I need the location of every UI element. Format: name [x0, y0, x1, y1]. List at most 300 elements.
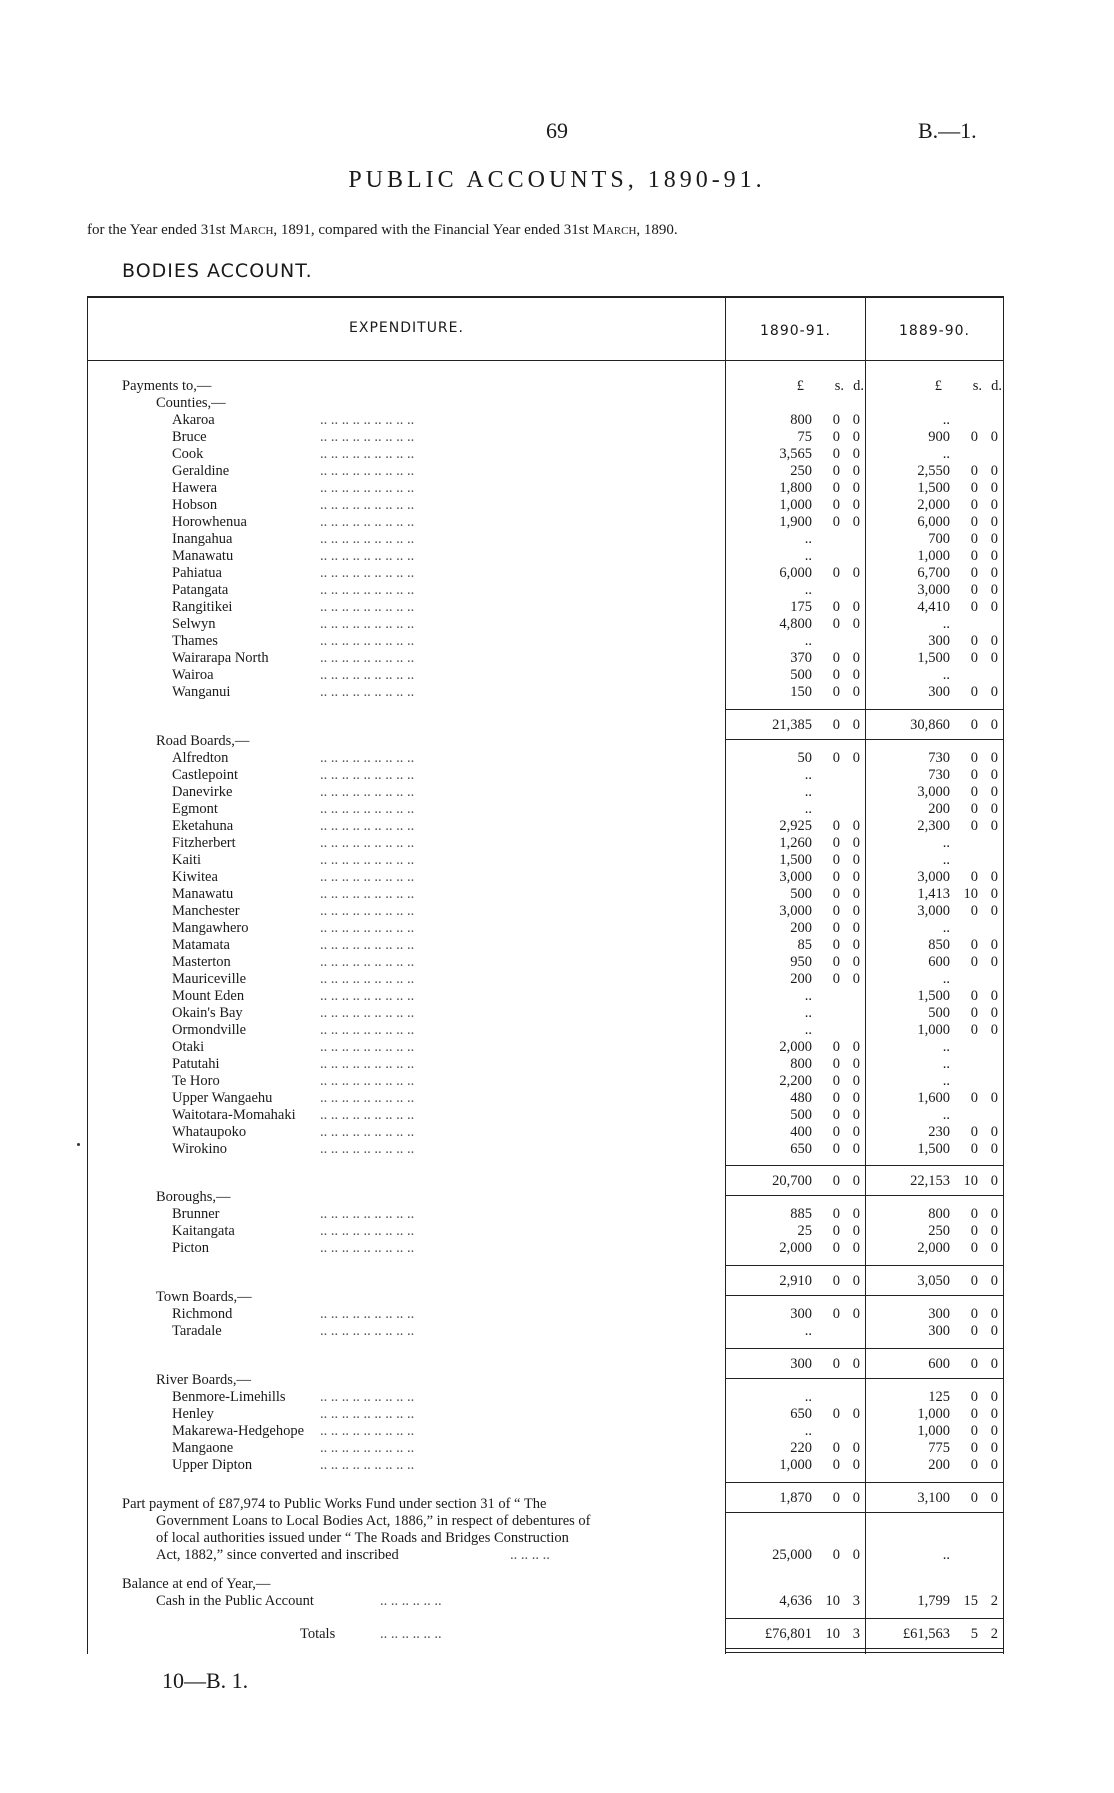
- group-label: River Boards,—: [156, 1372, 252, 1388]
- amount-pounds-1889-90: 775: [928, 1440, 950, 1456]
- amount-pence-1890-91: 0: [852, 1206, 860, 1222]
- amount-shillings-1890-91: 0: [832, 1240, 840, 1256]
- amount-shillings-1889-90: 15: [963, 1593, 978, 1609]
- row-label: Patangata: [172, 582, 229, 598]
- row-label: Te Horo: [172, 1073, 220, 1089]
- amount-shillings-1890-91: 0: [832, 852, 840, 868]
- row-label: Kiwitea: [172, 869, 218, 885]
- amount-pounds-1890-91: 300: [790, 1356, 812, 1372]
- leader-dots: .. .. .. .. .. .. .. .. ..: [320, 1440, 415, 1456]
- amount-pounds-1889-90: ..: [942, 1056, 950, 1072]
- leader-dots: .. .. .. .. .. .. .. .. ..: [320, 480, 415, 496]
- table-row: [0, 1406, 1114, 1422]
- amount-pence-1890-91: 0: [852, 514, 860, 530]
- amount-pounds-1890-91: 950: [790, 954, 812, 970]
- amount-shillings-1890-91: 0: [832, 1056, 840, 1072]
- amount-pounds-1889-90: 3,000: [917, 869, 950, 885]
- amount-pence-1889-90: 0: [990, 650, 998, 666]
- leader-dots: .. .. .. .. .. .. .. .. ..: [320, 1206, 415, 1222]
- amount-pence-1889-90: 0: [990, 1406, 998, 1422]
- amount-pounds-1889-90: 3,000: [917, 582, 950, 598]
- table-row: [0, 1306, 1114, 1322]
- leader-dots: .. .. .. .. .. .. .. .. ..: [320, 1090, 415, 1106]
- amount-pounds-1889-90: ..: [942, 1107, 950, 1123]
- amount-pounds-1889-90: ..: [942, 446, 950, 462]
- amount-shillings-1889-90: 0: [970, 463, 978, 479]
- leader-dots: .. .. .. .. .. .. .. .. ..: [320, 599, 415, 615]
- amount-pence-1889-90: 0: [990, 1306, 998, 1322]
- row-label: Masterton: [172, 954, 231, 970]
- row-label: Pahiatua: [172, 565, 222, 581]
- amount-pounds-1890-91: 4,636: [779, 1593, 812, 1609]
- leader-dots: .. .. .. .. .. .. .. .. ..: [320, 852, 415, 868]
- row-label: Hobson: [172, 497, 218, 513]
- amount-shillings-1890-91: 0: [832, 1306, 840, 1322]
- amount-pounds-1889-90: 125: [928, 1389, 950, 1405]
- amount-pence-1889-90: 0: [990, 480, 998, 496]
- currency-pound-1889-90: £: [934, 378, 942, 394]
- amount-shillings-1890-91: 0: [832, 429, 840, 445]
- amount-pence-1889-90: 0: [990, 1005, 998, 1021]
- amount-shillings-1889-90: 0: [970, 1440, 978, 1456]
- table-row: [0, 599, 1114, 615]
- amount-pounds-1889-90: 1,000: [917, 548, 950, 564]
- leader-dots: .. .. .. .. .. .. .. .. ..: [320, 497, 415, 513]
- amount-pence-1889-90: 0: [990, 1457, 998, 1473]
- amount-pounds-1890-91: ..: [804, 767, 812, 783]
- amount-pounds-1890-91: 220: [790, 1440, 812, 1456]
- amount-pounds-1889-90: 200: [928, 1457, 950, 1473]
- amount-pence-1890-91: 0: [852, 1107, 860, 1123]
- table-row: [0, 1073, 1114, 1089]
- part-payment-line-2: Government Loans to Local Bodies Act, 1886,” in respect of debentures of: [156, 1513, 591, 1529]
- amount-pence-1890-91: 0: [852, 954, 860, 970]
- subtitle-month-2: March: [592, 222, 637, 238]
- amount-pence-1890-91: 0: [852, 1547, 860, 1563]
- amount-pounds-1889-90: 1,000: [917, 1423, 950, 1439]
- balance-label: Cash in the Public Account: [156, 1593, 314, 1609]
- amount-pounds-1890-91: 175: [790, 599, 812, 615]
- amount-pounds-1889-90: 1,000: [917, 1022, 950, 1038]
- amount-shillings-1890-91: 0: [832, 599, 840, 615]
- amount-shillings-1890-91: 0: [832, 954, 840, 970]
- amount-pounds-1889-90: 2,000: [917, 497, 950, 513]
- amount-pence-1890-91: 0: [852, 971, 860, 987]
- amount-pounds-1889-90: 1,500: [917, 480, 950, 496]
- amount-shillings-1889-90: 0: [970, 1389, 978, 1405]
- row-label: Fitzherbert: [172, 835, 236, 851]
- amount-pounds-1890-91: 1,900: [779, 514, 812, 530]
- group-label: Boroughs,—: [156, 1189, 231, 1205]
- leader-dots: .. .. .. .. .. ..: [380, 1626, 442, 1642]
- subtitle-middle: , 1891, compared with the Financial Year ended 31st: [273, 222, 589, 238]
- leader-dots: .. .. .. .. .. .. .. .. ..: [320, 971, 415, 987]
- row-label: Brunner: [172, 1206, 220, 1222]
- amount-shillings-1889-90: 0: [970, 650, 978, 666]
- leader-dots: .. .. .. .. .. .. .. .. ..: [320, 1039, 415, 1055]
- amount-pounds-1889-90: ..: [942, 1073, 950, 1089]
- amount-pence-1889-90: 0: [990, 1173, 998, 1189]
- leader-dots: .. .. .. .. .. .. .. .. ..: [320, 801, 415, 817]
- amount-pounds-1890-91: 6,000: [779, 565, 812, 581]
- leader-dots: .. .. .. .. .. .. .. .. ..: [320, 1056, 415, 1072]
- amount-shillings-1889-90: 0: [970, 1141, 978, 1157]
- amount-pence-1890-91: 0: [852, 1240, 860, 1256]
- margin-mark: [77, 1143, 80, 1146]
- amount-pounds-1890-91: ..: [804, 531, 812, 547]
- amount-pounds-1889-90: 6,700: [917, 565, 950, 581]
- group-label: Town Boards,—: [156, 1289, 252, 1305]
- amount-pence-1889-90: 0: [990, 1090, 998, 1106]
- row-label: Thames: [172, 633, 218, 649]
- header-year-1890-91: 1890-91.: [760, 323, 831, 339]
- amount-shillings-1890-91: 0: [832, 920, 840, 936]
- amount-pounds-1889-90: ..: [942, 412, 950, 428]
- header-expenditure: EXPENDITURE.: [349, 320, 464, 336]
- amount-shillings-1890-91: 0: [832, 1406, 840, 1422]
- page-title: PUBLIC ACCOUNTS, 1890-91.: [348, 167, 766, 193]
- amount-pounds-1889-90: 800: [928, 1206, 950, 1222]
- amount-pounds-1890-91: 200: [790, 971, 812, 987]
- amount-pounds-1890-91: 650: [790, 1406, 812, 1422]
- leader-dots: .. .. .. .. .. .. .. .. ..: [320, 920, 415, 936]
- amount-pounds-1890-91: 2,000: [779, 1039, 812, 1055]
- amount-pounds-1890-91: 1,000: [779, 1457, 812, 1473]
- amount-shillings-1890-91: 0: [832, 650, 840, 666]
- amount-shillings-1889-90: 5: [970, 1626, 978, 1642]
- table-row: [0, 616, 1114, 632]
- page-subtitle: [87, 222, 678, 239]
- header-year-1889-90: 1889-90.: [899, 323, 970, 339]
- part-payment-line-3: of local authorities issued under “ The Roads and Bridges Construction: [156, 1530, 569, 1546]
- amount-pounds-1890-91: 3,565: [779, 446, 812, 462]
- amount-pence-1889-90: 0: [990, 784, 998, 800]
- amount-shillings-1889-90: 0: [970, 514, 978, 530]
- amount-pence-1889-90: 0: [990, 497, 998, 513]
- amount-shillings-1889-90: 0: [970, 531, 978, 547]
- amount-shillings-1889-90: 0: [970, 582, 978, 598]
- row-label: Waitotara-Momahaki: [172, 1107, 296, 1123]
- amount-pounds-1890-91: ..: [804, 1389, 812, 1405]
- amount-pence-1890-91: 0: [852, 1223, 860, 1239]
- leader-dots: .. .. .. .. .. .. .. .. ..: [320, 531, 415, 547]
- amount-pounds-1889-90: 1,799: [917, 1593, 950, 1609]
- amount-pounds-1889-90: 700: [928, 531, 950, 547]
- amount-pence-1890-91: 3: [852, 1593, 860, 1609]
- table-row: [0, 412, 1114, 428]
- leader-dots: .. .. .. .. .. ..: [380, 1593, 442, 1609]
- amount-shillings-1890-91: 0: [832, 903, 840, 919]
- table-row: [0, 582, 1114, 598]
- row-label: Henley: [172, 1406, 214, 1422]
- amount-shillings-1890-91: 0: [832, 1490, 840, 1506]
- amount-pounds-1890-91: 2,200: [779, 1073, 812, 1089]
- amount-shillings-1889-90: 0: [970, 767, 978, 783]
- leader-dots: .. .. .. .. .. .. .. .. ..: [320, 1107, 415, 1123]
- amount-pounds-1890-91: ..: [804, 1323, 812, 1339]
- table-row: [0, 429, 1114, 445]
- amount-pence-1890-91: 0: [852, 750, 860, 766]
- amount-pence-1890-91: 0: [852, 1141, 860, 1157]
- amount-pence-1889-90: 0: [990, 1423, 998, 1439]
- amount-shillings-1889-90: 0: [970, 988, 978, 1004]
- row-label: Horowhenua: [172, 514, 247, 530]
- leader-dots: .. .. .. .. .. .. .. .. ..: [320, 1022, 415, 1038]
- amount-shillings-1890-91: 10: [825, 1593, 840, 1609]
- leader-dots: .. .. .. .. .. .. .. .. ..: [320, 1323, 415, 1339]
- leader-dots: .. .. .. .. .. .. .. .. ..: [320, 463, 415, 479]
- subtitle-suffix: , 1890.: [636, 222, 678, 238]
- balance-row: [0, 1593, 1114, 1609]
- amount-pounds-1890-91: 200: [790, 920, 812, 936]
- table-row: [0, 548, 1114, 564]
- currency-shilling-1890-91: s.: [834, 378, 844, 394]
- amount-pence-1890-91: 0: [852, 1073, 860, 1089]
- amount-pounds-1890-91: 3,000: [779, 903, 812, 919]
- leader-dots: .. .. .. .. .. .. .. .. ..: [320, 1389, 415, 1405]
- leader-dots: .. .. .. .. .. .. .. .. ..: [320, 565, 415, 581]
- group-heading-row: [0, 733, 1114, 749]
- amount-shillings-1890-91: 0: [832, 446, 840, 462]
- leader-dots: .. .. .. .. .. .. .. .. ..: [320, 1406, 415, 1422]
- leader-dots: .. .. .. .. .. .. .. .. ..: [320, 412, 415, 428]
- amount-shillings-1890-91: 0: [832, 565, 840, 581]
- amount-pence-1890-91: 0: [852, 1356, 860, 1372]
- table-row: [0, 1323, 1114, 1339]
- amount-shillings-1890-91: 0: [832, 886, 840, 902]
- group-heading-row: [0, 395, 1114, 411]
- amount-pence-1889-90: 0: [990, 548, 998, 564]
- amount-pounds-1890-91: 2,910: [779, 1273, 812, 1289]
- amount-shillings-1889-90: 0: [970, 1273, 978, 1289]
- amount-shillings-1890-91: 0: [832, 463, 840, 479]
- amount-shillings-1890-91: 0: [832, 1356, 840, 1372]
- amount-pounds-1890-91: 1,000: [779, 497, 812, 513]
- table-row: [0, 818, 1114, 834]
- amount-pounds-1890-91: 2,000: [779, 1240, 812, 1256]
- amount-shillings-1890-91: 0: [832, 1039, 840, 1055]
- amount-pounds-1889-90: ..: [942, 835, 950, 851]
- leader-dots: .. .. .. .. .. .. .. .. ..: [320, 784, 415, 800]
- table-row: [0, 446, 1114, 462]
- table-row: [0, 1124, 1114, 1140]
- amount-pounds-1890-91: ..: [804, 548, 812, 564]
- amount-shillings-1890-91: 0: [832, 1107, 840, 1123]
- amount-pence-1889-90: 2: [990, 1626, 998, 1642]
- amount-shillings-1889-90: 0: [970, 1240, 978, 1256]
- table-row: [0, 1107, 1114, 1123]
- totals-label: Totals: [300, 1626, 336, 1642]
- amount-pounds-1890-91: 370: [790, 650, 812, 666]
- section-title: BODIES ACCOUNT.: [122, 260, 313, 282]
- amount-pounds-1889-90: 1,413: [917, 886, 950, 902]
- amount-pounds-1890-91: 800: [790, 412, 812, 428]
- row-label: Wairarapa North: [172, 650, 269, 666]
- row-label: Egmont: [172, 801, 218, 817]
- amount-pence-1889-90: 0: [990, 684, 998, 700]
- amount-pence-1889-90: 0: [990, 801, 998, 817]
- amount-pounds-1889-90: 300: [928, 684, 950, 700]
- amount-pence-1889-90: 0: [990, 1141, 998, 1157]
- amount-shillings-1890-91: 0: [832, 750, 840, 766]
- amount-pence-1889-90: 0: [990, 582, 998, 598]
- amount-pounds-1889-90: 850: [928, 937, 950, 953]
- table-row: [0, 886, 1114, 902]
- amount-pounds-1890-91: 1,870: [779, 1490, 812, 1506]
- row-label: Wirokino: [172, 1141, 227, 1157]
- currency-shilling-1889-90: s.: [972, 378, 982, 394]
- leader-dots: .. .. .. .. .. .. .. .. ..: [320, 903, 415, 919]
- group-heading-row: [0, 378, 1114, 394]
- table-row: [0, 784, 1114, 800]
- amount-pounds-1889-90: 1,500: [917, 650, 950, 666]
- amount-pounds-1889-90: 3,000: [917, 903, 950, 919]
- amount-pounds-1890-91: 50: [797, 750, 812, 766]
- subtotal-row: [0, 1273, 1114, 1289]
- amount-pounds-1890-91: 1,800: [779, 480, 812, 496]
- amount-shillings-1889-90: 0: [970, 717, 978, 733]
- amount-pence-1889-90: 0: [990, 463, 998, 479]
- amount-shillings-1889-90: 0: [970, 1490, 978, 1506]
- amount-pence-1890-91: 0: [852, 903, 860, 919]
- amount-pounds-1889-90: 230: [928, 1124, 950, 1140]
- row-label: Picton: [172, 1240, 210, 1256]
- row-label: Alfredton: [172, 750, 229, 766]
- subtotal-rule: [726, 709, 1003, 710]
- page-number: 69: [546, 118, 568, 143]
- amount-shillings-1890-91: 0: [832, 497, 840, 513]
- amount-shillings-1889-90: 0: [970, 1223, 978, 1239]
- amount-pounds-1890-91: 400: [790, 1124, 812, 1140]
- amount-pounds-1889-90: 300: [928, 1323, 950, 1339]
- table-row: [0, 565, 1114, 581]
- amount-pence-1889-90: 0: [990, 1389, 998, 1405]
- amount-pounds-1890-91: 300: [790, 1306, 812, 1322]
- amount-pounds-1889-90: ..: [942, 971, 950, 987]
- table-row: [0, 835, 1114, 851]
- leader-dots: .. .. .. .. .. .. .. .. ..: [320, 1223, 415, 1239]
- amount-pence-1890-91: 0: [852, 650, 860, 666]
- amount-pence-1889-90: 0: [990, 1490, 998, 1506]
- group-label: Counties,—: [156, 395, 226, 411]
- amount-pounds-1889-90: 250: [928, 1223, 950, 1239]
- amount-shillings-1890-91: 0: [832, 818, 840, 834]
- amount-pence-1890-91: 0: [852, 1273, 860, 1289]
- leader-dots: .. .. .. .. .. .. .. .. ..: [320, 616, 415, 632]
- amount-pence-1889-90: 0: [990, 988, 998, 1004]
- amount-pence-1890-91: 0: [852, 886, 860, 902]
- amount-shillings-1890-91: 0: [832, 971, 840, 987]
- table-row: [0, 514, 1114, 530]
- amount-pounds-1889-90: ..: [942, 852, 950, 868]
- row-label: Mount Eden: [172, 988, 245, 1004]
- amount-pence-1890-91: 0: [852, 1457, 860, 1473]
- amount-pounds-1890-91: 885: [790, 1206, 812, 1222]
- amount-pence-1889-90: 0: [990, 869, 998, 885]
- amount-shillings-1889-90: 0: [970, 1206, 978, 1222]
- amount-pence-1890-91: 0: [852, 852, 860, 868]
- row-label: Upper Wangaehu: [172, 1090, 273, 1106]
- amount-pounds-1890-91: 75: [797, 429, 812, 445]
- amount-pence-1890-91: 0: [852, 412, 860, 428]
- amount-pence-1890-91: 0: [852, 446, 860, 462]
- amount-shillings-1890-91: 0: [832, 1141, 840, 1157]
- amount-pounds-1890-91: 1,260: [779, 835, 812, 851]
- table-row: [0, 954, 1114, 970]
- table-row: [0, 531, 1114, 547]
- row-label: Kaitangata: [172, 1223, 235, 1239]
- leader-dots: .. .. .. .. .. .. .. .. ..: [320, 886, 415, 902]
- leader-dots: .. .. .. .. .. .. .. .. ..: [320, 750, 415, 766]
- table-row: [0, 1056, 1114, 1072]
- amount-shillings-1890-91: 0: [832, 1206, 840, 1222]
- table-row: [0, 1206, 1114, 1222]
- row-label: Otaki: [172, 1039, 205, 1055]
- amount-pounds-1889-90: 3,100: [917, 1490, 950, 1506]
- row-label: Geraldine: [172, 463, 230, 479]
- totals-bottom-rule-2: [726, 1652, 1003, 1653]
- amount-pence-1890-91: 0: [852, 818, 860, 834]
- amount-pence-1889-90: 0: [990, 1206, 998, 1222]
- amount-shillings-1890-91: 0: [832, 514, 840, 530]
- amount-shillings-1889-90: 0: [970, 1423, 978, 1439]
- amount-pence-1890-91: 0: [852, 937, 860, 953]
- amount-pence-1890-91: 0: [852, 835, 860, 851]
- row-label: Selwyn: [172, 616, 216, 632]
- amount-pence-1890-91: 0: [852, 1090, 860, 1106]
- amount-pence-1889-90: 2: [990, 1593, 998, 1609]
- table-row: [0, 650, 1114, 666]
- amount-shillings-1889-90: 0: [970, 1005, 978, 1021]
- subtotal-row: [0, 717, 1114, 733]
- table-row: [0, 667, 1114, 683]
- subtitle-month-1: March: [229, 222, 274, 238]
- leader-dots: .. .. .. .. .. .. .. .. ..: [320, 1124, 415, 1140]
- table-row: [0, 1090, 1114, 1106]
- currency-pence-1890-91: d.: [853, 378, 864, 394]
- row-label: Manawatu: [172, 548, 234, 564]
- amount-pounds-1889-90: 4,410: [917, 599, 950, 615]
- amount-shillings-1889-90: 0: [970, 497, 978, 513]
- totals-row: [0, 1626, 1114, 1642]
- amount-pence-1889-90: 0: [990, 717, 998, 733]
- row-label: Matamata: [172, 937, 230, 953]
- amount-shillings-1890-91: 0: [832, 1090, 840, 1106]
- amount-shillings-1889-90: 0: [970, 1457, 978, 1473]
- part-payment-line-4: Act, 1882,” since converted and inscribed: [156, 1547, 399, 1563]
- row-label: Kaiti: [172, 852, 201, 868]
- row-label: Mangawhero: [172, 920, 249, 936]
- table-row: [0, 497, 1114, 513]
- totals-top-rule: [726, 1618, 1003, 1619]
- amount-pence-1889-90: 0: [990, 1022, 998, 1038]
- row-label: Eketahuna: [172, 818, 234, 834]
- amount-shillings-1889-90: 0: [970, 1124, 978, 1140]
- amount-pounds-1889-90: ..: [942, 1039, 950, 1055]
- group-label: Payments to,—: [122, 378, 212, 394]
- leader-dots: .. .. .. ..: [510, 1547, 550, 1563]
- table-row: [0, 852, 1114, 868]
- table-row: [0, 1457, 1114, 1473]
- amount-pounds-1889-90: 900: [928, 429, 950, 445]
- group-label: Road Boards,—: [156, 733, 250, 749]
- leader-dots: .. .. .. .. .. .. .. .. ..: [320, 446, 415, 462]
- amount-pounds-1889-90: 600: [928, 1356, 950, 1372]
- amount-pounds-1890-91: ..: [804, 1005, 812, 1021]
- row-label: Upper Dipton: [172, 1457, 253, 1473]
- amount-pence-1890-91: 0: [852, 565, 860, 581]
- table-row: [0, 869, 1114, 885]
